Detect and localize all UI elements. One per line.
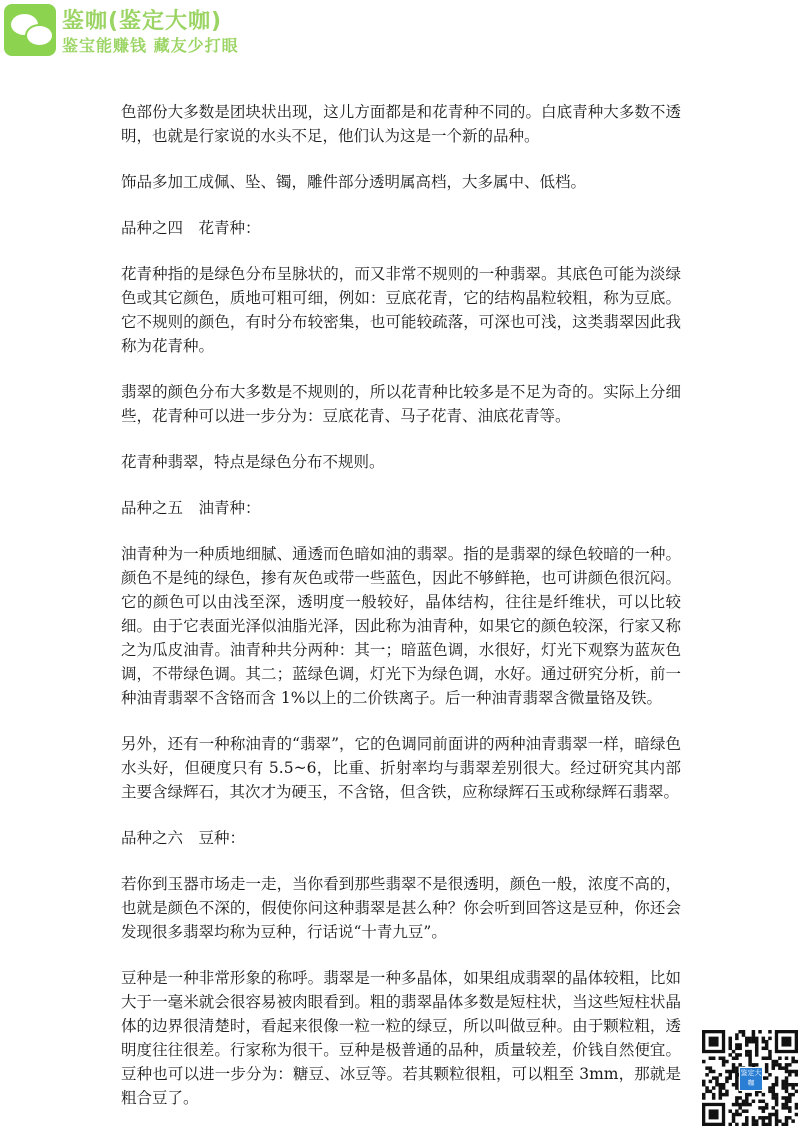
paragraph: 色部份大多数是团块状出现，这儿方面都是和花青种不同的。白底青种大多数不透明，也就是行家说的水头不足，他们认为这是一个新的品种。 (121, 103, 681, 145)
paragraph: 饰品多加工成佩、坠、镯，雕件部分透明属高档，大多属中、低档。 (121, 173, 587, 191)
wechat-logo-icon (4, 4, 56, 56)
paragraph: 翡翠的颜色分布大多数是不规则的，所以花青种比较多是不足为奇的。实际上分细些，花青种可以进一步分为：豆底花青、马子花青、油底花青等。 (121, 383, 681, 425)
chat-bubble-icon (25, 24, 54, 47)
paragraph: 花青种指的是绿色分布呈脉状的，而又非常不规则的一种翡翠。其底色可能为淡绿色或其它颜色，质地可粗可细，例如：豆底花青，它的结构晶粒较粗，称为豆底。它不规则的颜色，有时分布较密集，也可能较疏落，可深也可浅，这类翡翠因此我称为花青种。 (121, 265, 681, 355)
section-heading: 品种之六 豆种： (121, 829, 246, 847)
paragraph: 油青种为一种质地细腻、通透而色暗如油的翡翠。指的是翡翠的绿色较暗的一种。颜色不是纯的绿色，掺有灰色或带一些蓝色，因此不够鲜艳，也可讲颜色很沉闷。它的颜色可以由浅至深，透明度一般较好，晶体结构，往往是纤维状，可以比较细。由于它表面光泽似油脂光泽，因此称为油青种，如果它的颜色较深，行家又称之为瓜皮油青。油青种共分两种：其一；暗蓝色调，水很好，灯光下观察为蓝灰色调，不带绿色调。其二；蓝绿色调，灯光下为绿色调，水好。通过研究分析，前一种油青翡翠不含铬而含 1%以上的二价铁离子。后一种油青翡翠含微量铬及铁。 (121, 545, 681, 707)
document-body (121, 100, 681, 1132)
watermark-title: 鉴咖(鉴定大咖) (62, 9, 223, 34)
qr-code (702, 1030, 798, 1126)
paragraph: 若你到玉器市场走一走，当你看到那些翡翠不是很透明，颜色一般，浓度不高的，也就是颜色不深的，假使你问这种翡翠是甚么种？你会听到回答这是豆种，你还会发现很多翡翠均称为豆种，行话说“十青九豆”。 (121, 875, 681, 941)
watermark-brand (4, 4, 254, 56)
paragraph: 花青种翡翠，特点是绿色分布不规则。 (121, 453, 385, 471)
section-heading: 品种之四 花青种： (121, 219, 261, 237)
paragraph: 另外，还有一种称油青的“翡翠”，它的色调同前面讲的两种油青翡翠一样，暗绿色水头好，但硬度只有 5.5~6，比重、折射率均与翡翠差别很大。经过研究其内部主要含绿辉石，其次才为硬玉，不含铬，但含铁，应称绿辉石玉或称绿辉石翡翠。 (121, 735, 681, 801)
watermark-subtitle: 鉴宝能赚钱 藏友少打眼 (62, 36, 239, 55)
qr-badge-logo: 鉴定大咖 (739, 1067, 763, 1091)
section-heading: 品种之五 油青种： (121, 499, 261, 517)
paragraph: 豆种是一种非常形象的称呼。翡翠是一种多晶体，如果组成翡翠的晶体较粗，比如大于一毫米就会很容易被肉眼看到。粗的翡翠晶体多数是短柱状，当这些短柱状晶体的边界很清楚时，看起来很像一粒一粒的绿豆，所以叫做豆种。由于颗粒粗，透明度往往很差。行家称为很干。豆种是极普通的品种，质量较差，价钱自然便宜。豆种也可以进一步分为：糖豆、冰豆等。若其颗粒很粗，可以粗至 3mm，那就是粗合豆了。 (121, 969, 681, 1107)
